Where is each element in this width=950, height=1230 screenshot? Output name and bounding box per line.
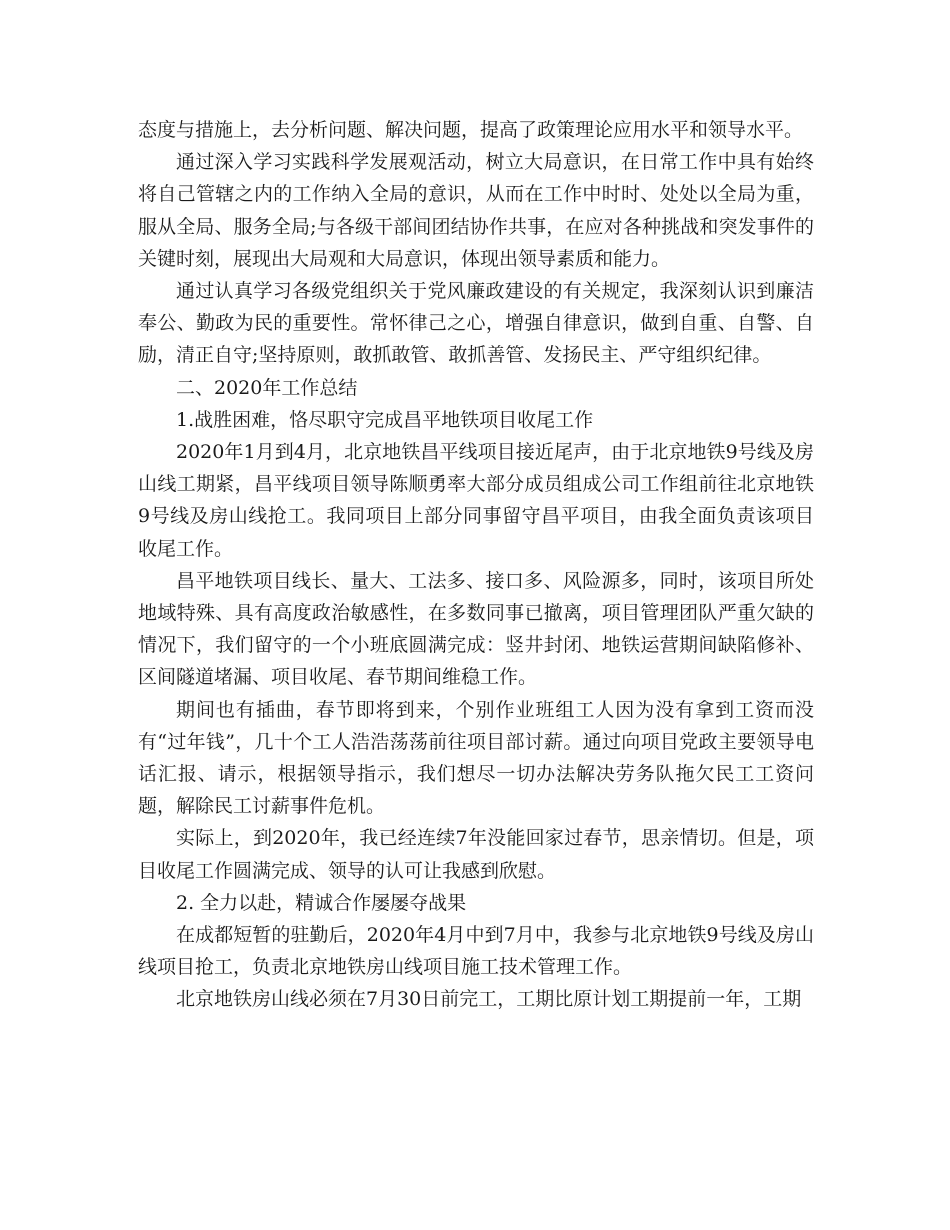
paragraph-12: 北京地铁房山线必须在7月30日前完工，工期比原计划工期提前一年，工期	[176, 988, 802, 1011]
section-heading-2020-summary: 二、2020年工作总结	[176, 376, 358, 399]
document-page	[138, 114, 814, 1016]
paragraph-7: 昌平地铁项目线长、量大、工法多、接口多、风险源多，同时，该项目所处地域特殊、具有高度政治敏感性，在多数同事已撤离，项目管理团队严重欠缺的情况下，我们留守的一个小班底圆满完成：竖井封闭、地铁运营期间缺陷修补、区间隧道堵漏、项目收尾、春节期间维稳工作。	[138, 569, 814, 689]
subheading-1: 1.战胜困难，恪尽职守完成昌平地铁项目收尾工作	[176, 408, 594, 431]
subheading-2: 2. 全力以赴，精诚合作屡屡夺战果	[176, 891, 467, 914]
paragraph-2: 通过深入学习实践科学发展观活动，树立大局意识，在日常工作中具有始终将自己管辖之内的工作纳入全局的意识，从而在工作中时时、处处以全局为重，服从全局、服务全局;与各级干部间团结协作共事，在应对各种挑战和突发事件的关键时刻，展现出大局观和大局意识，体现出领导素质和能力。	[138, 151, 814, 270]
paragraph-6: 2020年1月到4月，北京地铁昌平线项目接近尾声，由于北京地铁9号线及房山线工期紧，昌平线项目领导陈顺勇率大部分成员组成公司工作组前往北京地铁9号线及房山线抢工。我同项目上部分同事留守昌平项目，由我全面负责该项目收尾工作。	[138, 441, 814, 560]
paragraph-1: 态度与措施上，去分析问题、解决问题，提高了政策理论应用水平和领导水平。	[138, 119, 804, 141]
paragraph-11: 在成都短暂的驻勤后，2020年4月中到7月中，我参与北京地铁9号线及房山线项目抢工，负责北京地铁房山线项目施工技术管理工作。	[138, 924, 814, 979]
paragraph-3: 通过认真学习各级党组织关于党风廉政建设的有关规定，我深刻认识到廉洁奉公、勤政为民的重要性。常怀律己之心，增强自律意识，做到自重、自警、自励，清正自守;坚持原则，敢抓敢管、敢抓善管、发扬民主、严守组织纪律。	[138, 280, 814, 367]
paragraph-8: 期间也有插曲，春节即将到来，个别作业班组工人因为没有拿到工资而没有“过年钱”，几十个工人浩浩荡荡前往项目部讨薪。通过向项目党政主要领导电话汇报、请示，根据领导指示，我们想尽一切办法解决劳务队拖欠民工工资问题，解除民工讨薪事件危机。	[138, 698, 814, 818]
paragraph-9: 实际上，到2020年，我已经连续7年没能回家过春节，思亲情切。但是，项目收尾工作圆满完成、领导的认可让我感到欣慰。	[138, 827, 814, 882]
